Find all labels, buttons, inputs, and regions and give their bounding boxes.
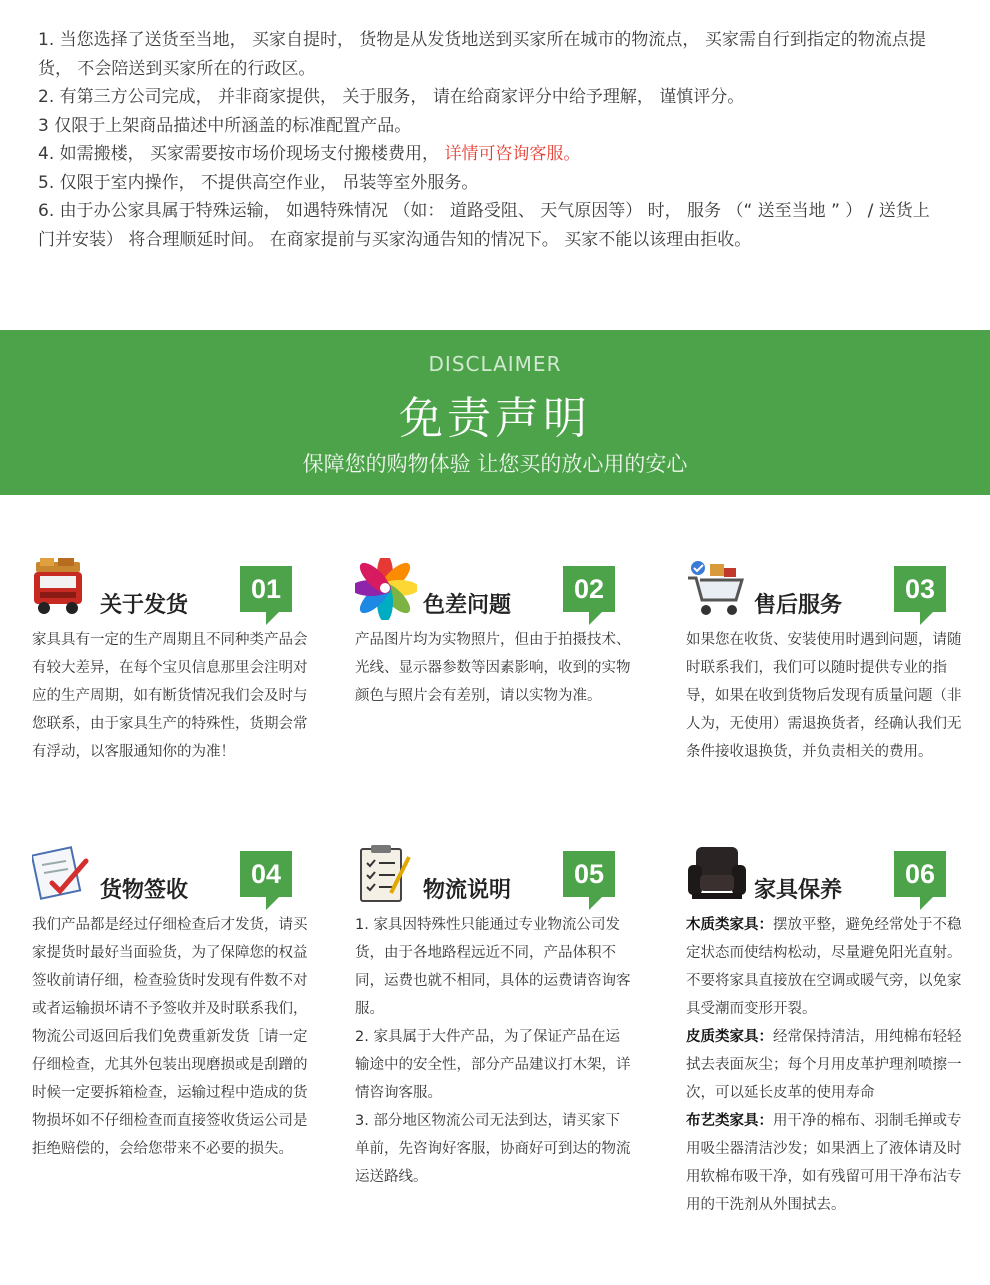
- card-title: 关于发货: [100, 593, 189, 618]
- note-6: 6. 由于办公家具属于特殊运输， 如遇特殊情况 （如： 道路受阻、 天气原因等） 时， 服务 （“ 送至当地 ” ） / 送货上门并安装） 将合理顺延时间。 在商家提前与买家沟通告知的情况下。 买家不能以该理由拒收。: [38, 201, 930, 250]
- card-number: 01: [240, 566, 292, 612]
- card-body: 产品图片均为实物照片，但由于拍摄技术、光线、显示器参数等因素影响，收到的实物颜色与照片会有差别，请以实物为准。: [355, 632, 631, 704]
- care-leather: [686, 1023, 964, 1107]
- card-body: 我们产品都是经过仔细检查后才发货，请买家提货时最好当面验货，为了保障您的权益签收前请仔细，检查验货时发现有件数不对或者运输损坏请不予签收并及时联系我们，物流公司返回后我们免费重新发货［请一定仔细检查，尤其外包装出现磨损或是刮蹭的时候一定要拆箱检查，运输过程中造成的货物损坏如不仔细检查而直接签收货运公司是拒绝赔偿的，会给您带来不必要的损失。: [32, 917, 308, 1157]
- clipboard-icon: [355, 843, 417, 905]
- card-number: 05: [563, 851, 615, 897]
- banner-english-title: DISCLAIMER: [428, 352, 562, 376]
- note-1: 1. 当您选择了送货至当地， 买家自提时， 货物是从发货地送到买家所在城市的物流点， 买家需自行到指定的物流点提货， 不会陪送到买家所在的行政区。: [38, 30, 926, 79]
- banner-subtitle: 保障您的购物体验 让您买的放心用的安心: [302, 452, 688, 476]
- card-title: 家具保养: [754, 878, 843, 903]
- card-number: 02: [563, 566, 615, 612]
- note-3: 3 仅限于上架商品描述中所涵盖的标准配置产品。: [38, 115, 412, 136]
- color-wheel-icon: [355, 558, 417, 620]
- card-title: 售后服务: [754, 593, 843, 618]
- care-wood-label: 木质类家具：: [686, 917, 773, 933]
- note-4-customer-service: 详情可咨询客服。: [444, 144, 581, 164]
- logistics-item-2: 2. 家具属于大件产品，为了保证产品在运输途中的安全性，部分产品建议打木架，详情咨询客服。: [355, 1029, 631, 1101]
- truck-icon: [32, 558, 94, 620]
- note-4-text: 4. 如需搬楼， 买家需要按市场价现场支付搬楼费用，: [38, 144, 445, 164]
- care-leather-text: 经常保持清洁，用纯棉布轻轻拭去表面灰尘；每个月用皮革护理剂喷擦一次，可以延长皮革的使用寿命: [686, 1029, 962, 1101]
- card-body: [686, 911, 964, 1219]
- disclaimer-banner: [0, 330, 990, 495]
- logistics-item-3: 3. 部分地区物流公司无法到达，请买家下单前，先咨询好客服，协商好可到达的物流运送路线。: [355, 1113, 631, 1185]
- card-body: 如果您在收货、安装使用时遇到问题，请随时联系我们，我们可以随时提供专业的指导，如果在收到货物后发现有质量问题（非人为，无使用）需退换货者，经确认我们无条件接收退换货，并负责相关的费用。: [686, 632, 962, 760]
- card-number: 03: [894, 566, 946, 612]
- care-wood: [686, 911, 964, 1023]
- delivery-notes: [38, 26, 938, 254]
- banner-title: 免责声明: [399, 393, 591, 444]
- care-fabric-text: 用干净的棉布、羽制毛掸或专用吸尘器清洁沙发；如果洒上了液体请及时用软棉布吸干净，如有残留可用干净布沾专用的干洗剂从外围拭去。: [686, 1113, 962, 1213]
- note-5: 5. 仅限于室内操作， 不提供高空作业， 吊装等室外服务。: [38, 172, 479, 193]
- card-body: 家具具有一定的生产周期且不同种类产品会有较大差异，在每个宝贝信息那里会注明对应的生产周期，如有断货情况我们会及时与您联系，由于家具生产的特殊性，货期会常有浮动，以客服通知你的为准！: [32, 632, 308, 760]
- card-number: 06: [894, 851, 946, 897]
- card-number: 04: [240, 851, 292, 897]
- care-leather-label: 皮质类家具：: [686, 1029, 773, 1045]
- card-title: 色差问题: [423, 593, 512, 618]
- card-title: 物流说明: [423, 878, 512, 903]
- note-4: [38, 140, 938, 169]
- card-title: 货物签收: [100, 878, 189, 903]
- shopping-cart-icon: [686, 558, 748, 620]
- care-fabric: [686, 1107, 964, 1219]
- care-fabric-label: 布艺类家具：: [686, 1113, 773, 1129]
- care-wood-text: 摆放平整，避免经常处于不稳定状态而使结构松动，尽量避免阳光直射。不要将家具直接放在空调或暖气旁，以免家具受潮而变形开裂。: [686, 917, 962, 1017]
- signature-check-icon: [32, 843, 94, 905]
- armchair-icon: [686, 843, 748, 905]
- card-body: [355, 911, 633, 1191]
- note-2: 2. 有第三方公司完成， 并非商家提供， 关于服务， 请在给商家评分中给予理解， 谨慎评分。: [38, 87, 745, 107]
- logistics-item-1: 1. 家具因特殊性只能通过专业物流公司发货，由于各地路程远近不同，产品体积不同，运费也就不相同，具体的运费请咨询客服。: [355, 917, 631, 1017]
